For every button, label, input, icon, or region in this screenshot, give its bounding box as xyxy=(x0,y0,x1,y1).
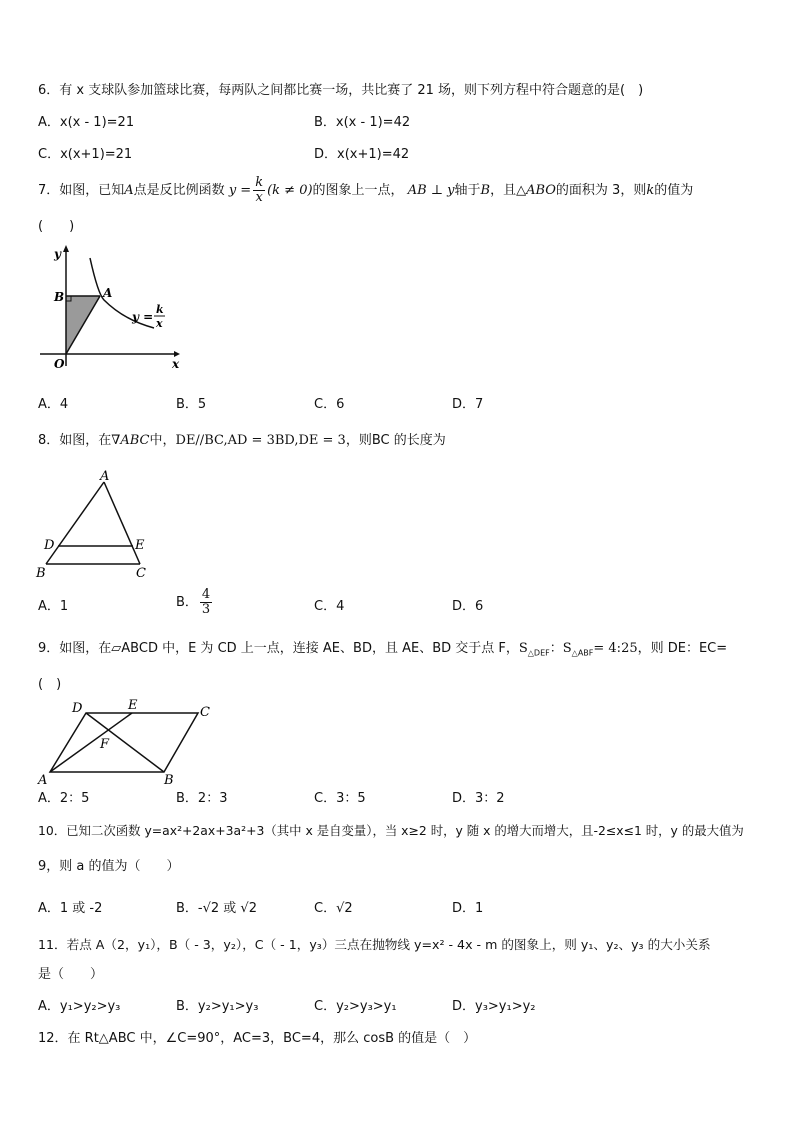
q8-side-ab xyxy=(46,482,104,564)
q9-stem: 9．如图，在▱ABCD 中，E 为 CD 上一点，连接 AE、BD，且 AE、BD 交于点 F，$S_{\triangle DEF}$：$S_{\triangle ABF}=$ 4:25，则 DE：EC= xyxy=(38,641,728,658)
q9-option-b: B．2：3 xyxy=(176,791,228,806)
q10-option-b: B．-√2 或 √2 xyxy=(176,901,257,916)
q7-label-a: A xyxy=(103,286,113,300)
q11-option-c: C．y₂>y₃>y₁ xyxy=(314,999,397,1014)
q9-segment-ae xyxy=(50,713,132,772)
q11-stem-line2: 是（ ） xyxy=(38,967,104,982)
q8-stem: 8．如图，在∇ABC中，DE//BC,AD = 3BD,DE = 3，则BC 的长度为 xyxy=(38,433,446,448)
q9-label-c: C xyxy=(200,705,210,720)
q12-stem: 12．在 Rt△ABC 中，∠C=90°，AC=3，BC=4，那么 cosB 的值是（ ） xyxy=(38,1031,477,1046)
q7-func-label: y = xyxy=(132,310,154,324)
q8-option-b-fraction: $\frac{4}{3}$ xyxy=(201,587,211,617)
q11-stem-line1: 11．若点 A（2，y₁），B（ - 3，y₂），C（ - 1，y₃）三点在抛物线 y=x² - 4x - m 的图象上，则 y₁、y₂、y₃ 的大小关系 xyxy=(38,937,711,952)
q9-label-b: B xyxy=(164,773,174,788)
q9-diagonal-bd xyxy=(86,713,164,772)
q7-option-d: D．7 xyxy=(452,397,484,412)
q8-option-a: A．1 xyxy=(38,599,69,614)
q7-label-y: y xyxy=(54,247,61,261)
q7-option-a: A．4 xyxy=(38,397,69,412)
q8-label-e: E xyxy=(135,538,145,553)
q8-label-a: A xyxy=(100,470,110,484)
q7-fraction: $\frac{k}{x}$ xyxy=(255,175,264,205)
q9-option-d: D．3：2 xyxy=(452,791,505,806)
q7-figure-hyperbola xyxy=(34,242,184,372)
q8-label-d: D xyxy=(44,538,55,553)
q10-stem-line2: 9，则 a 的值为（ ） xyxy=(38,859,180,874)
q6-option-b: B．x(x - 1)=42 xyxy=(314,115,411,130)
q7-label-o: O xyxy=(54,357,65,371)
q7-func-den: x xyxy=(156,317,163,330)
q6-option-c: C．x(x+1)=21 xyxy=(38,147,133,162)
q8-label-b: B xyxy=(36,566,46,581)
q7-option-b: B．5 xyxy=(176,397,207,412)
q9-label-f: F xyxy=(100,737,110,752)
q7-label-x: x xyxy=(172,357,180,371)
q7-func-num: k xyxy=(156,303,164,316)
q10-option-c: C．√2 xyxy=(314,901,353,916)
q7-stem: 7．如图，已知A点是反比例函数 y = $\frac{k}{x}$ (k ≠ 0)的图象上一点， AB ⊥ y轴于B，且△ABO的面积为 3，则k的值为 xyxy=(38,175,694,205)
q11-option-b: B．y₂>y₁>y₃ xyxy=(176,999,259,1014)
q7-option-c: C．6 xyxy=(314,397,345,412)
q7-bracket: ( ) xyxy=(38,219,75,234)
q8-label-c: C xyxy=(136,566,146,581)
q6-stem: 6．有 x 支球队参加篮球比赛，每两队之间都比赛一场，共比赛了 21 场，则下列方程中符合题意的是( ) xyxy=(38,83,644,98)
q9-bracket: ( ) xyxy=(38,677,62,692)
q7-y-arrow xyxy=(63,245,69,252)
q11-option-a: A．y₁>y₂>y₃ xyxy=(38,999,121,1014)
q7-label-b: B xyxy=(54,290,65,304)
q6-option-a: A．x(x - 1)=21 xyxy=(38,115,135,130)
q9-label-d: D xyxy=(72,701,83,716)
q9-option-a: A．2：5 xyxy=(38,791,90,806)
q10-stem-line1: 10．已知二次函数 y=ax²+2ax+3a²+3（其中 x 是自变量），当 x≥2 时，y 随 x 的增大而增大，且-2≤x≤1 时，y 的最大值为 xyxy=(38,823,744,838)
q8-option-b: B． $\frac{4}{3}$ xyxy=(176,587,211,617)
q9-label-a: A xyxy=(38,773,48,788)
q9-label-e: E xyxy=(128,698,138,713)
q6-option-d: D．x(x+1)=42 xyxy=(314,147,410,162)
q8-figure-triangle xyxy=(34,470,164,582)
q8-option-d: D．6 xyxy=(452,599,484,614)
q11-option-d: D．y₃>y₁>y₂ xyxy=(452,999,536,1014)
q10-option-d: D．1 xyxy=(452,901,484,916)
q10-option-a: A．1 或 -2 xyxy=(38,901,103,916)
q9-figure-parallelogram xyxy=(34,698,224,788)
q9-option-c: C．3：5 xyxy=(314,791,366,806)
q8-option-c: C．4 xyxy=(314,599,345,614)
